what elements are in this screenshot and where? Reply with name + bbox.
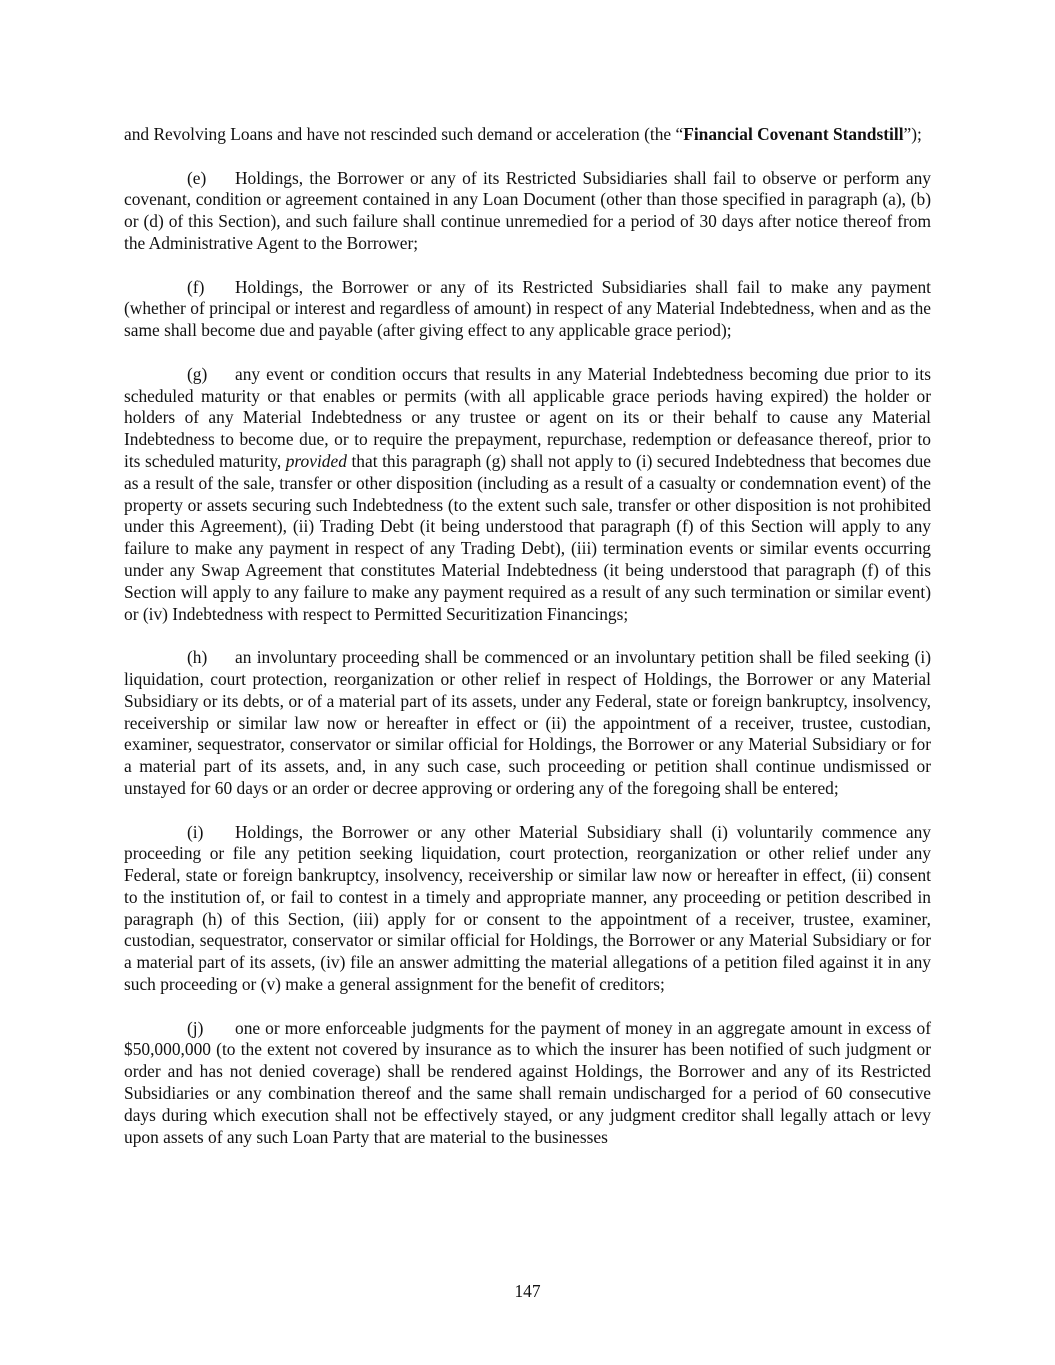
- intro-paragraph: [124, 124, 931, 146]
- paragraph-j-label: (j): [187, 1017, 204, 1038]
- paragraph-g-text-start: any event or condition occurs that results in any Material Indebtedness becoming due prior to its scheduled maturity or that enables or permits (with all applicable grace periods having expired) the holder or holders of any Material Indebtedness or any trustee or agent on its or their behalf to cause any Material Indebtedness to become due, or to require the prepayment, repurchase, redemption or defeasance thereof, prior to its scheduled maturity,: [124, 363, 931, 471]
- paragraph-g-label: (g): [187, 363, 208, 384]
- paragraph-i: [124, 822, 931, 996]
- intro-text-start: and Revolving Loans and have not rescinded such demand or acceleration (the “: [124, 124, 684, 144]
- document-body: [124, 124, 931, 1170]
- paragraph-f-label: (f): [187, 276, 205, 297]
- paragraph-e-text: Holdings, the Borrower or any of its Restricted Subsidiaries shall fail to observe or perform any covenant, condition or agreement contained in any Loan Document (other than those specified in paragraph (a), (b) or (d) of this Section), and such failure shall continue unremedied for a period of 30 days after notice thereof from the Administrative Agent to the Borrower;: [124, 167, 931, 253]
- paragraph-f-text: Holdings, the Borrower or any of its Restricted Subsidiaries shall fail to make any payment (whether of principal or interest and regardless of amount) in respect of any Material Indebtedness, when and as the same shall become due and payable (after giving effect to any applicable grace period);: [124, 276, 931, 341]
- paragraph-h: [124, 647, 931, 800]
- paragraph-j: [124, 1018, 931, 1149]
- paragraph-e-label: (e): [187, 167, 207, 188]
- paragraph-h-label: (h): [187, 647, 208, 668]
- paragraph-f: [124, 277, 931, 342]
- proviso-term: provided: [285, 450, 347, 471]
- paragraph-i-text: Holdings, the Borrower or any other Material Subsidiary shall (i) voluntarily commence any proceeding or file any petition seeking liquidation, court protection, reorganization or other relief under any Federal, state or foreign bankruptcy, insolvency, receivership or similar law now or hereafter in effect, (ii) consent to the institution of, or fail to contest in a timely and appropriate manner, any proceeding or petition described in paragraph (h) of this Section, (iii) apply for or consent to the appointment of a receiver, trustee, examiner, custodian, sequestrator, conservator or similar official for Holdings, the Borrower or any Material Subsidiary or for a material part of its assets, (iv) file an answer admitting the material allegations of a petition filed against it in any such proceeding or (v) make a general assignment for the benefit of creditors;: [124, 821, 931, 995]
- page-number: 147: [514, 1281, 541, 1301]
- paragraph-e: [124, 168, 931, 255]
- paragraph-j-text: one or more enforceable judgments for the payment of money in an aggregate amount in excess of $50,000,000 (to the extent not covered by insurance as to which the insurer has been notified of such judgment or order and has not denied coverage) shall be rendered against Holdings, the Borrower and any of its Restricted Subsidiaries or any combination thereof and the same shall remain undischarged for a period of 60 consecutive days during which execution shall not be effectively stayed, or any judgment creditor shall legally attach or levy upon assets of any such Loan Party that are material to the businesses: [124, 1017, 931, 1147]
- paragraph-i-label: (i): [187, 821, 204, 842]
- paragraph-g-text-end: that this paragraph (g) shall not apply to (i) secured Indebtedness that becomes due as a result of the sale, transfer or other disposition (including as a result of a casualty or condemnation event) of the property or assets securing such Indebtedness (to the extent such sale, transfer or other disposition is not prohibited under this Agreement), (ii) Trading Debt (it being understood that paragraph (f) of this Section will apply to any failure to make any payment in respect of any Trading Debt), (iii) termination events or similar events occurring under any Swap Agreement that constitutes Material Indebtedness (it being understood that paragraph (f) of this Section will apply to any failure to make any payment required as a result of any such termination or similar event) or (iv) Indebtedness with respect to Permitted Securitization Financings;: [124, 450, 931, 624]
- paragraph-h-text: an involuntary proceeding shall be commenced or an involuntary petition shall be filed seeking (i) liquidation, court protection, reorganization or other relief in respect of Holdings, the Borrower or any Material Subsidiary or its debts, or of a material part of its assets, under any Federal, state or foreign bankruptcy, insolvency, receivership or similar law now or hereafter in effect or (ii) the appointment of a receiver, trustee, custodian, examiner, sequestrator, conservator or similar official for Holdings, the Borrower or any Material Subsidiary or for a material part of its assets, and, in any such case, such proceeding or petition shall continue undismissed or unstayed for 60 days or an order or decree approving or ordering any of the foregoing shall be entered;: [124, 647, 931, 798]
- paragraph-g: [124, 364, 931, 626]
- intro-text-end: ”);: [903, 124, 922, 144]
- defined-term-financial-covenant-standstill: Financial Covenant Standstill: [683, 124, 904, 144]
